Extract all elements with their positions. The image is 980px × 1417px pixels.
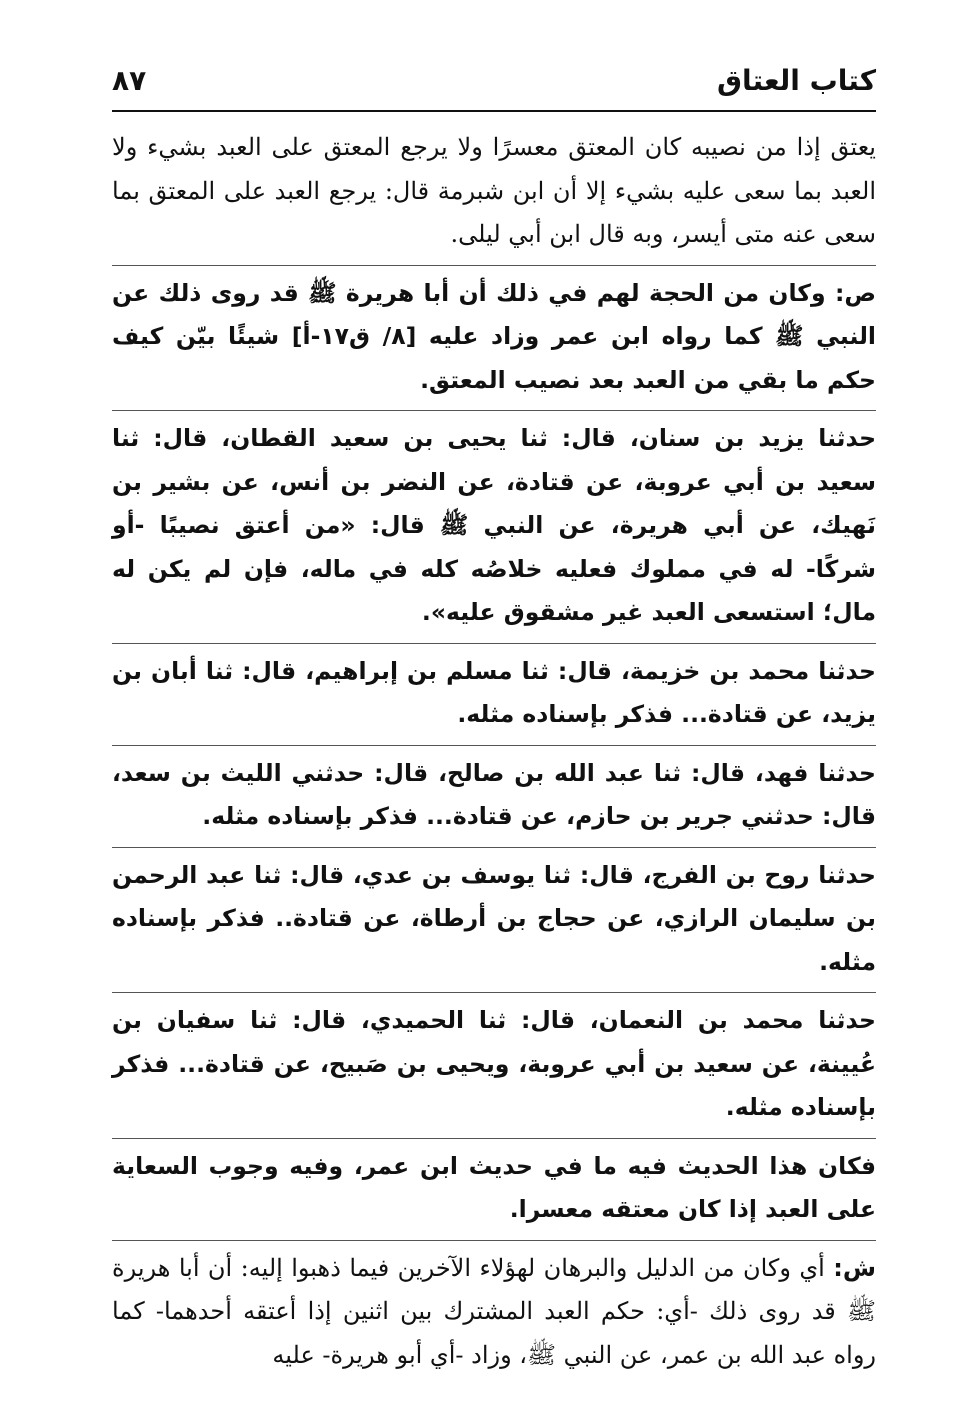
- paragraph-sharh-shin: [112, 1240, 876, 1378]
- header-divider: [112, 110, 876, 112]
- page-header: [112, 60, 876, 104]
- paragraph-matn-sad: [112, 265, 876, 403]
- paragraph-text: فكان هذا الحديث فيه ما في حديث ابن عمر، وفيه وجوب السعاية على العبد إذا كان معتقه معسرا.: [112, 1151, 876, 1223]
- paragraph-text: أي وكان من الدليل والبرهان لهؤلاء الآخرين فيما ذهبوا إليه: أن أبا هريرة ﷺ قد روى ذلك -أي: حكم العبد المشترك بين اثنين إذا أعتقه أحدهما- كما رواه عبد الله بن عمر، عن النبي ﷺ، وزاد -أي أبو هريرة- عليه: [112, 1253, 876, 1369]
- paragraph-hadith-5: [112, 992, 876, 1130]
- paragraph-text: حدثنا فهد، قال: ثنا عبد الله بن صالح، قال: حدثني الليث بن سعد، قال: حدثني جرير بن حازم، عن قتادة... فذكر بإسناده مثله.: [112, 758, 876, 830]
- page-number: ٨٧: [112, 64, 147, 97]
- paragraph-text: وكان من الحجة لهم في ذلك أن أبا هريرة ﷺ قد روى ذلك عن النبي ﷺ كما رواه ابن عمر وزاد عليه [٨/ ق١٧-أ] شيئًا بيّن كيف حكم ما بقي من العبد بعد نصيب المعتق.: [112, 278, 876, 394]
- paragraph-text: حدثنا يزيد بن سنان، قال: ثنا يحيى بن سعيد القطان، قال: ثنا سعيد بن أبي عروبة، عن قتادة، عن النضر بن أنس، عن بشير بن نَهيك، عن أبي هريرة، عن النبي ﷺ قال: «من أعتق نصيبًا -أو شركًا- له في مملوك فعليه خلاصُه كله في ماله، فإن لم يكن له مال؛ استسعى العبد غير مشقوق عليه».: [112, 424, 876, 626]
- paragraph-hadith-1: [112, 410, 876, 635]
- paragraph-text: حدثنا محمد بن النعمان، قال: ثنا الحميدي، قال: ثنا سفيان بن عُيينة، عن سعيد بن أبي عروبة، ويحيى بن صَبيح، عن قتادة... فذكر بإسناده مثله.: [112, 1006, 876, 1121]
- paragraph-hadith-2: [112, 643, 876, 737]
- paragraph-hadith-3: [112, 745, 876, 839]
- matn-label: ص:: [834, 278, 876, 307]
- sharh-label: ش:: [833, 1253, 876, 1282]
- paragraph-text: حدثنا محمد بن خزيمة، قال: ثنا مسلم بن إبراهيم، قال: ثنا أبان بن يزيد، عن قتادة... فذكر بإسناده مثله.: [112, 656, 876, 728]
- paragraph-hadith-4: [112, 847, 876, 985]
- paragraph-text: حدثنا روح بن الفرج، قال: ثنا يوسف بن عدي، قال: ثنا عبد الرحمن بن سليمان الرازي، عن حجاج بن أرطاة، عن قتادة.. فذكر بإسناده مثله.: [112, 860, 876, 976]
- running-title: كتاب العتاق: [716, 64, 876, 97]
- paragraph-conclusion: [112, 1138, 876, 1232]
- paragraph-commentary-intro: [112, 126, 876, 257]
- page-body: [112, 126, 876, 1385]
- paragraph-text: يعتق إذا من نصيبه كان المعتق معسرًا ولا يرجع المعتق على العبد بشيء ولا العبد بما سعى عليه بشيء إلا أن ابن شبرمة قال: يرجع العبد على المعتق بما سعى عنه متى أيسر، وبه قال ابن أبي ليلى.: [112, 133, 876, 248]
